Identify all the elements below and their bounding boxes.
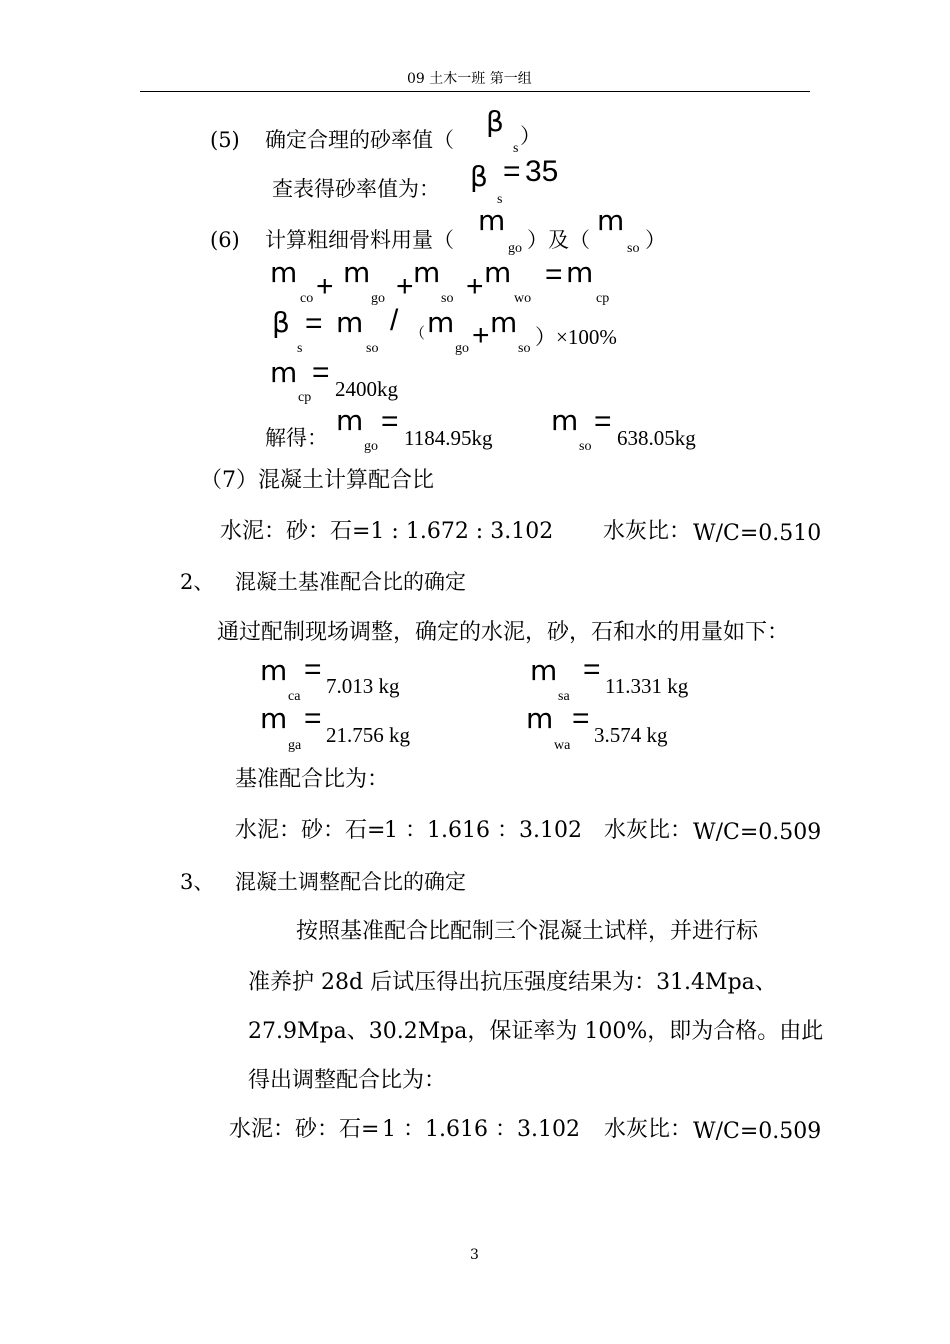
s3-wc-label: 水灰比： [604, 1117, 693, 1142]
m-symbol: m [530, 654, 558, 687]
sec6-mid: ）及（ [527, 228, 590, 252]
sub-wa: wa [554, 738, 571, 753]
slash-sign: / [390, 304, 399, 337]
s3-para-line1: 按照基准配合比配制三个混凝土试样，并进行标 [296, 919, 759, 944]
s2-number: 2、 [180, 570, 215, 594]
s2-label: 基准配合比为： [235, 767, 390, 792]
m-symbol: m [427, 306, 455, 339]
sand-ratio-value: 35 [525, 155, 559, 188]
sub-go: go [364, 439, 378, 454]
solve-label: 解得： [265, 426, 328, 450]
sub-so: so [441, 291, 454, 306]
percent-tail: ）×100% [535, 325, 617, 349]
eq-sign: = [381, 405, 399, 438]
sub-go: go [455, 341, 469, 356]
eq-sign: = [305, 307, 323, 340]
m-symbol: m [260, 702, 288, 735]
sub-so: so [627, 241, 640, 256]
plus-sign: + [396, 270, 414, 303]
m-symbol: m [526, 702, 554, 735]
s2-ratio-label: 水泥：砂：石= [235, 818, 386, 843]
sec6-close: ） [645, 228, 666, 252]
sec5-lookup: 查表得砂率值为： [272, 177, 440, 201]
s3-ratio-label: 水泥：砂：石= [229, 1117, 380, 1142]
eq-sign: = [312, 356, 330, 389]
eq-sign: = [304, 653, 322, 686]
s2-title: 混凝土基准配合比的确定 [235, 570, 466, 594]
sec6-title: 计算粗细骨料用量（ [265, 228, 454, 252]
sub-cp: cp [298, 390, 312, 405]
sec7-wc-value: W/C=0.510 [693, 521, 822, 546]
m-symbol: m [551, 404, 579, 437]
mwa-value: 3.574 kg [594, 723, 668, 747]
plus-sign: + [466, 270, 484, 303]
m-symbol: m [490, 306, 518, 339]
m-symbol: m [260, 654, 288, 687]
eq-sign: = [503, 155, 521, 188]
header-rule [140, 91, 810, 92]
sub-co: co [300, 291, 314, 306]
m-symbol: m [336, 306, 364, 339]
sub-ga: ga [288, 738, 302, 753]
mgo-value: 1184.95kg [404, 426, 493, 450]
s2-wc-label: 水灰比： [604, 818, 693, 843]
plus-sign: + [472, 319, 490, 352]
paren-open: （ [410, 324, 426, 342]
sub-sa: sa [558, 689, 570, 704]
eq-sign: = [572, 702, 590, 735]
beta-symbol: β [272, 306, 290, 339]
m-symbol: m [270, 356, 298, 389]
eq-sign: = [583, 653, 601, 686]
s2-ratio-nums: 1 ：1.616 ：3.102 [384, 818, 582, 843]
msa-value: 11.331 kg [605, 674, 689, 698]
mga-value: 21.756 kg [326, 723, 410, 747]
m-symbol: m [336, 404, 364, 437]
sec5-title: 确定合理的砂率值（ [265, 128, 454, 152]
sub-wo: wo [514, 291, 532, 306]
eq-sign: = [545, 258, 563, 291]
sub-go: go [371, 291, 385, 306]
s3-ratio-nums: 1 ：1.616 ：3.102 [382, 1117, 580, 1142]
plus-sign: + [316, 270, 334, 303]
m-symbol: m [270, 256, 298, 289]
mca-value: 7.013 kg [326, 674, 400, 698]
s3-para-line4: 得出调整配合比为： [248, 1068, 447, 1093]
beta-symbol: β [486, 105, 504, 138]
m-symbol: m [597, 204, 625, 237]
m-symbol: m [413, 256, 441, 289]
sub-so: so [366, 341, 379, 356]
page-number: 3 [470, 1247, 479, 1263]
sec6-number: (6) [210, 228, 240, 252]
s3-wc-value: W/C=0.509 [693, 1119, 822, 1144]
sub-s: s [497, 192, 503, 207]
sub-so: so [579, 439, 592, 454]
sub-go: go [508, 241, 522, 256]
sub-s: s [513, 141, 519, 156]
mcp-value: 2400kg [335, 377, 398, 401]
s2-wc-value: W/C=0.509 [693, 820, 822, 845]
eq-sign: = [594, 405, 612, 438]
beta-symbol: β [470, 160, 488, 193]
mso-value: 638.05kg [617, 426, 696, 450]
s3-para-line3: 27.9Mpa、30.2Mpa，保证率为 100%，即为合格。由此 [248, 1019, 824, 1044]
sec5-close: ） [520, 124, 541, 148]
sec7-wc-label: 水灰比： [603, 519, 692, 544]
m-symbol: m [484, 256, 512, 289]
sec5-number: (5) [210, 128, 240, 152]
s3-number: 3、 [180, 870, 215, 894]
sec7-title: （7）混凝土计算配合比 [200, 468, 434, 493]
sub-so: so [518, 341, 531, 356]
sub-cp: cp [596, 291, 610, 306]
s3-title: 混凝土调整配合比的确定 [235, 870, 466, 894]
s2-intro: 通过配制现场调整，确定的水泥，砂，石和水的用量如下： [217, 620, 790, 645]
s3-para-line2: 准养护 28d 后试压得出抗压强度结果为：31.4Mpa、 [248, 970, 777, 995]
eq-sign: = [304, 702, 322, 735]
sub-s: s [297, 341, 303, 356]
sub-ca: ca [288, 689, 301, 704]
m-symbol: m [343, 256, 371, 289]
sec7-ratio: 水泥：砂：石=1 : 1.672 : 3.102 [220, 519, 554, 544]
page-header-title: 09 土木一班 第一组 [407, 71, 532, 87]
m-symbol: m [478, 204, 506, 237]
m-symbol: m [566, 256, 594, 289]
